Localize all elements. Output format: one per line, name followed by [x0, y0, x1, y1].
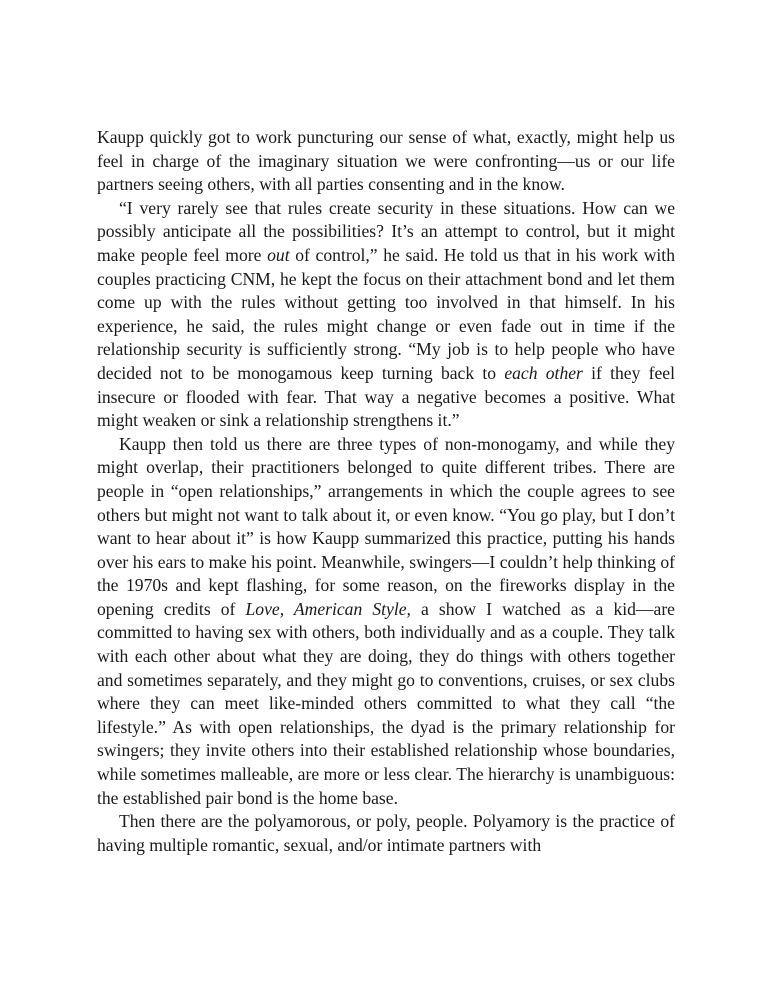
paragraph-1: [97, 126, 675, 197]
paragraph-1-text: Kaupp quickly got to work puncturing our sense of what, exactly, might help us feel in charge of the imaginary situation we were confronting—us or our life partners seeing others, with all parties consenting and in the know.: [97, 127, 675, 195]
paragraph-3-text-b: a show I watched as a kid—are committed to having sex with others, both individually and as a couple. They talk with each other about what they are doing, they do things with others together and sometimes separately, and they might go to conventions, cruises, or sex clubs where they can meet like-minded others committed to what they call “the lifestyle.” As with open relationships, the dyad is the primary relationship for swingers; they invite others into their established relationship whose boundaries, while sometimes malleable, are more or less clear. The hierarchy is unambiguous: the established pair bond is the home base.: [97, 598, 675, 808]
paragraph-2-text-c: if they feel insecure or flooded with fear. That way a negative becomes a positive. What might weaken or sink a relationship strengthens it.”: [97, 362, 676, 431]
paragraph-3-text-a: Kaupp then told us there are three types of non-monogamy, and while they might overlap, their practitioners belonged to quite different tribes. There are people in “open relationships,” arrangements in which the couple agrees to see others but might not want to talk about it, or even know. “You go play, but I don’t want to hear about it” is how Kaupp summarized this practice, putting his hands over his ears to make his point. Meanwhile, swingers—I couldn’t help thinking of the 1970s and kept flashing, for some reason, on the fireworks display in the opening credits of: [97, 433, 675, 619]
paragraph-2-italic-out: out: [267, 244, 290, 265]
paragraph-3: [97, 433, 675, 811]
paragraph-2: [97, 197, 675, 433]
paragraph-3-italic-title: Love, American Style,: [245, 598, 411, 619]
paragraph-2-italic-each-other: each other: [504, 362, 583, 383]
body-text: [97, 126, 675, 857]
paragraph-2-text-b: of control,” he said. He told us that in his work with couples practicing CNM, he kept the focus on their attachment bond and let them come up with the rules without getting too involved in that himself. In his experience, he said, the rules might change or even fade out in time if the relationship security is sufficiently strong. “My job is to help people who have decided not to be monogamous keep turning back to: [97, 244, 675, 383]
paragraph-4-text: Then there are the polyamorous, or poly, people. Polyamory is the practice of having multiple romantic, sexual, and/or intimate partners with: [97, 811, 675, 855]
paragraph-4: [97, 810, 675, 857]
paragraph-2-text-a: “I very rarely see that rules create security in these situations. How can we possibly anticipate all the possibilities? It’s an attempt to control, but it might make people feel more: [97, 197, 675, 265]
